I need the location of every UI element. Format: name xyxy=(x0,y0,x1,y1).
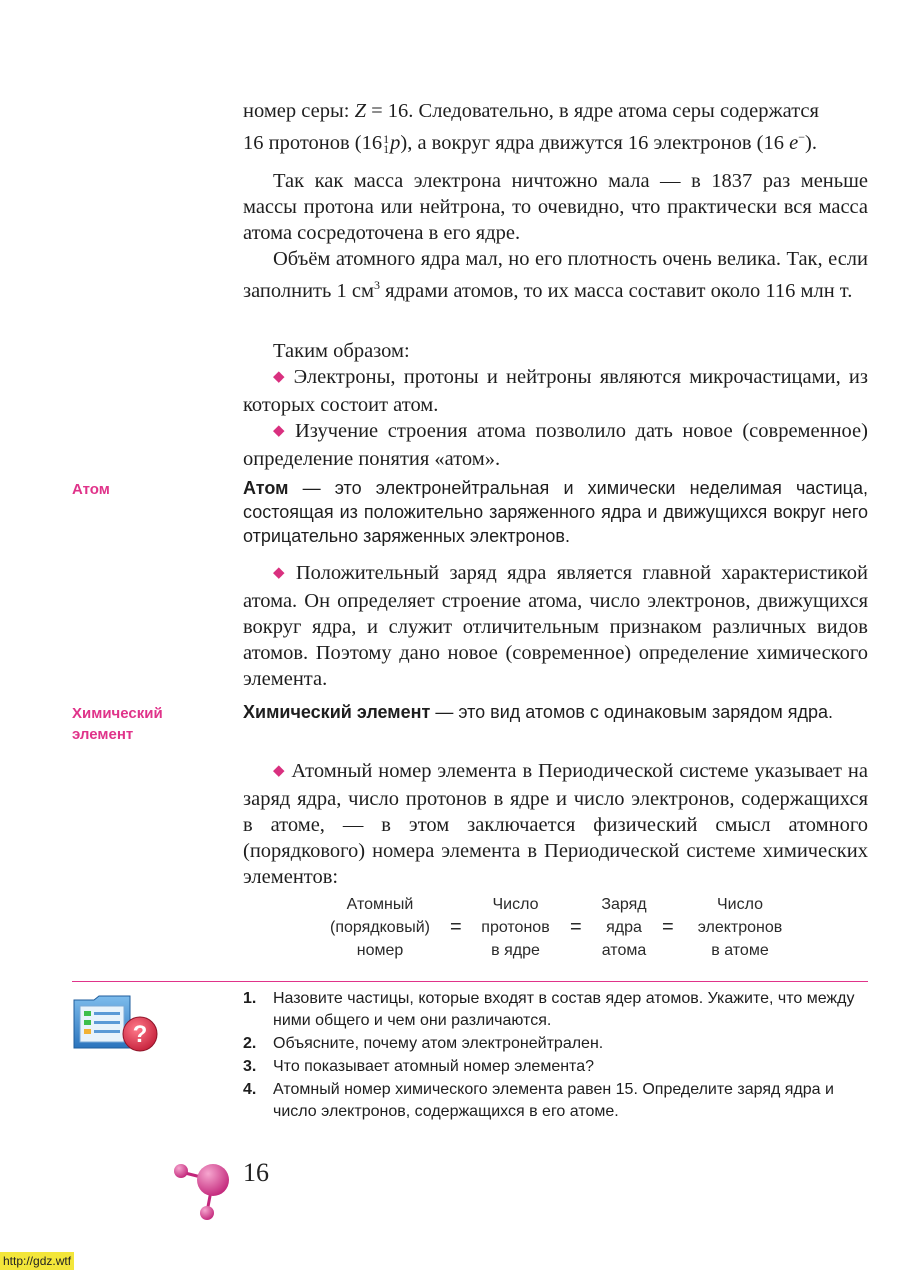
e-superscript: − xyxy=(798,130,806,144)
bullet-text: Изучение строения атома позволило дать новое (современное) определение понятия «атом». xyxy=(243,420,868,470)
formula-word: электронов xyxy=(697,919,783,936)
atomic-number-paragraph xyxy=(243,758,868,890)
section-divider xyxy=(72,981,868,982)
intro-text: ). xyxy=(805,131,817,154)
mass-text: Так как масса электрона ничтожно мала — в 1837 раз меньше массы протона или нейтрона, то очевидно, что практически вся масса атома сосредоточена в его ядре. xyxy=(243,170,868,244)
mass-paragraph xyxy=(243,168,868,304)
formula-term-charge xyxy=(590,893,658,962)
question-item xyxy=(243,1079,868,1123)
margin-label-element xyxy=(72,703,163,745)
summary-bullet-2 xyxy=(243,418,868,472)
question-number: 1. xyxy=(243,990,257,1007)
svg-text:?: ? xyxy=(132,1021,148,1048)
nuclide-fraction xyxy=(383,132,390,157)
summary-block xyxy=(243,338,868,472)
definition-atom xyxy=(243,476,868,548)
question-text: Назовите частицы, которые входят в состав ядер атомов. Укажите, что между ними общего и чем они различаются. xyxy=(273,990,855,1029)
charge-text xyxy=(243,560,868,692)
formula-word: номер xyxy=(356,942,404,959)
folder-question-icon xyxy=(72,994,160,1056)
question-item xyxy=(243,988,868,1032)
formula-word: в ядре xyxy=(491,942,540,959)
formula-term-protons xyxy=(468,893,563,962)
fraction-top: 1 xyxy=(383,132,390,147)
molecule-decoration-icon xyxy=(165,1150,245,1225)
intro-text: = 16. Следовательно, в ядре атома серы содержатся xyxy=(365,100,819,122)
question-number: 4. xyxy=(243,1081,257,1098)
question-item xyxy=(243,1056,868,1078)
fraction-bottom: 1 xyxy=(383,142,390,157)
summary-lead: Таким образом: xyxy=(273,340,410,362)
equals-sign: = xyxy=(662,916,674,938)
formula-term-electrons xyxy=(684,893,796,962)
definition-element-text xyxy=(243,700,868,724)
intro-text: 16 протонов (16 xyxy=(243,131,383,154)
formula-word: Число xyxy=(716,896,763,913)
summary-bullet-1 xyxy=(243,364,868,418)
intro-text: номер серы: xyxy=(243,100,355,122)
formula-word: в атоме xyxy=(711,942,769,959)
atomic-number-body: Атомный номер элемента в Периодической системе указывает на заряд ядра, число протонов в ядре и число электронов, содержащихся в атоме, — в этом заключается физический смысл атомного (порядкового) номера элемента в Периодической системе химических элементов: xyxy=(243,760,868,888)
watermark-link[interactable]: http://gdz.wtf xyxy=(0,1252,74,1270)
question-text: Атомный номер химического элемента равен 15. Определите заряд ядра и число электронов, содержащихся в его атоме. xyxy=(273,1081,834,1120)
intro-paragraph xyxy=(243,98,868,156)
question-item xyxy=(243,1033,868,1055)
margin-label-atom: Атом xyxy=(72,481,110,498)
diamond-bullet-icon: ◆ xyxy=(273,369,288,385)
volume-text-b: ядрами атомов, то их масса составит около 116 млн т. xyxy=(379,279,853,302)
definition-body: — это электронейтральная и химически неделимая частица, состоящая из положительно заряженного ядра и движущихся вокруг него отрицательно заряженных электронов. xyxy=(243,478,868,546)
atomic-number-text xyxy=(243,758,868,890)
formula-word: (порядковый) xyxy=(330,919,430,936)
definition-body: — это вид атомов с одинаковым зарядом ядра. xyxy=(430,702,833,722)
page-number: 16 xyxy=(243,1158,269,1187)
volume-text xyxy=(243,246,868,304)
intro-text: ), а вокруг ядра движутся 16 электронов (16 xyxy=(400,131,785,154)
margin-label-line-2: элемент xyxy=(72,726,134,743)
charge-body: Положительный заряд ядра является главной характеристикой атома. Он определяет строение атома, число электронов, движущихся вокруг ядра, и служит отличительным признаком различных видов атомов. Поэтому дано новое (современное) определение химического элемента. xyxy=(243,562,868,690)
formula-term-atomic-number xyxy=(318,893,442,962)
equals-sign: = xyxy=(450,916,462,938)
volume-text-a: Объём атомного ядра мал, но его плотность очень велика. Так, если заполнить 1 см xyxy=(243,248,868,302)
definition-atom-text xyxy=(243,476,868,548)
diamond-bullet-icon: ◆ xyxy=(273,423,289,439)
equals-sign: = xyxy=(570,916,582,938)
formula-word: Атомный xyxy=(346,896,414,913)
formula-word: атома xyxy=(601,942,647,959)
definition-term: Химический элемент xyxy=(243,702,431,722)
diamond-bullet-icon: ◆ xyxy=(273,763,286,779)
bullet-text: Электроны, протоны и нейтроны являются микрочастицами, из которых состоит атом. xyxy=(243,366,868,416)
p-variable: p xyxy=(390,131,401,154)
question-text: Что показывает атомный номер элемента? xyxy=(273,1058,594,1075)
formula-word: ядра xyxy=(606,919,642,936)
e-variable: e xyxy=(789,131,799,154)
word-formula xyxy=(318,893,798,965)
question-number: 2. xyxy=(243,1035,257,1052)
cm-superscript: 3 xyxy=(373,278,380,292)
question-text: Объясните, почему атом электронейтрален. xyxy=(273,1035,604,1052)
formula-word: протонов xyxy=(481,919,550,936)
review-questions xyxy=(243,988,868,1124)
diamond-bullet-icon: ◆ xyxy=(273,565,290,581)
formula-word: Число xyxy=(492,896,539,913)
formula-word: Заряд xyxy=(601,896,647,913)
question-number: 3. xyxy=(243,1058,257,1075)
charge-paragraph xyxy=(243,560,868,692)
definition-element xyxy=(243,700,868,724)
margin-label-line-1: Химический xyxy=(72,705,163,722)
definition-term: Атом xyxy=(243,478,289,498)
z-variable: Z xyxy=(354,100,366,122)
